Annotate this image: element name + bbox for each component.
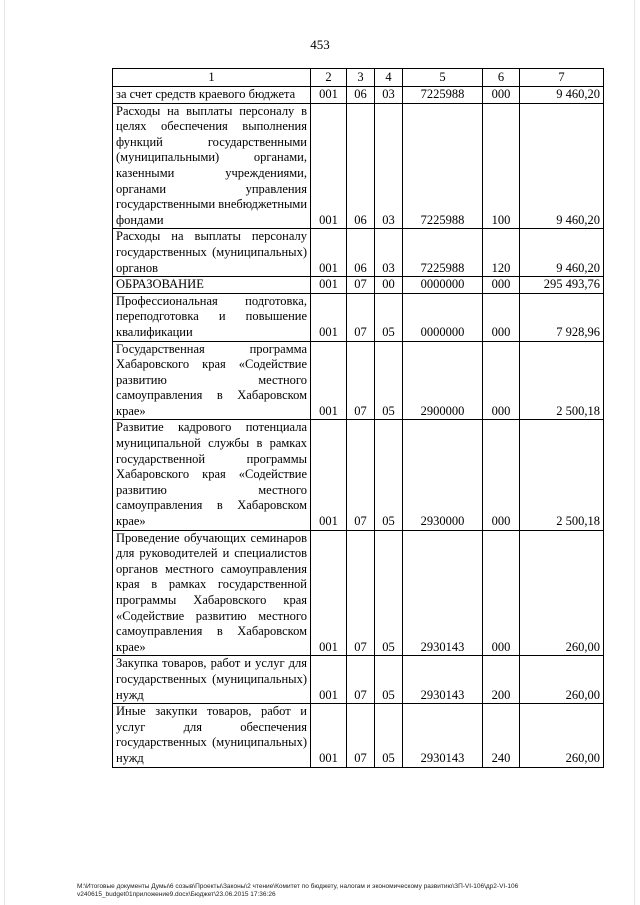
row-code-4: 03 — [375, 103, 403, 229]
page-number: 453 — [310, 37, 330, 52]
row-code-5: 2900000 — [403, 341, 483, 420]
header-col-2: 2 — [311, 69, 347, 87]
row-name: ОБРАЗОВАНИЕ — [113, 277, 311, 294]
row-code-4: 03 — [375, 229, 403, 277]
row-code-6: 000 — [483, 293, 520, 341]
header-col-5: 5 — [403, 69, 483, 87]
table-row — [113, 530, 604, 656]
header-col-3: 3 — [347, 69, 375, 87]
row-amount: 260,00 — [520, 656, 604, 704]
header-col-7: 7 — [520, 69, 604, 87]
row-amount: 7 928,96 — [520, 293, 604, 341]
row-code-2: 001 — [311, 277, 347, 294]
table-row — [113, 103, 604, 229]
row-code-2: 001 — [311, 87, 347, 104]
row-code-5: 2930143 — [403, 530, 483, 656]
table-header-row — [113, 69, 604, 87]
row-code-3: 06 — [347, 229, 375, 277]
row-name: за счет средств краевого бюджета — [113, 87, 311, 104]
row-code-6: 200 — [483, 656, 520, 704]
row-amount: 2 500,18 — [520, 341, 604, 420]
row-code-6: 120 — [483, 229, 520, 277]
row-amount: 295 493,76 — [520, 277, 604, 294]
row-code-4: 05 — [375, 293, 403, 341]
row-code-4: 05 — [375, 656, 403, 704]
row-name: Профессиональная подготовка, переподготовка и повышение квалификации — [113, 293, 311, 341]
row-code-2: 001 — [311, 530, 347, 656]
row-code-2: 001 — [311, 341, 347, 420]
row-amount: 2 500,18 — [520, 420, 604, 530]
row-code-4: 05 — [375, 341, 403, 420]
row-code-2: 001 — [311, 420, 347, 530]
row-code-6: 000 — [483, 87, 520, 104]
row-code-5: 2930000 — [403, 420, 483, 530]
row-code-6: 000 — [483, 420, 520, 530]
row-code-6: 000 — [483, 530, 520, 656]
row-code-5: 0000000 — [403, 293, 483, 341]
row-code-2: 001 — [311, 103, 347, 229]
row-code-4: 00 — [375, 277, 403, 294]
row-code-4: 05 — [375, 530, 403, 656]
row-code-3: 07 — [347, 530, 375, 656]
table-row — [113, 656, 604, 704]
table-row — [113, 704, 604, 767]
row-code-5: 7225988 — [403, 103, 483, 229]
budget-table — [112, 68, 604, 768]
table-row — [113, 277, 604, 294]
header-col-1: 1 — [113, 69, 311, 87]
row-name: Закупка товаров, работ и услуг для государственных (муниципальных) нужд — [113, 656, 311, 704]
row-code-6: 100 — [483, 103, 520, 229]
row-code-3: 07 — [347, 341, 375, 420]
row-code-3: 07 — [347, 656, 375, 704]
header-col-6: 6 — [483, 69, 520, 87]
row-code-6: 240 — [483, 704, 520, 767]
row-code-2: 001 — [311, 656, 347, 704]
row-name: Иные закупки товаров, работ и услуг для обеспечения государственных (муниципальных) нужд — [113, 704, 311, 767]
row-name: Расходы на выплаты персоналу в целях обеспечения выполнения функций государственными (муниципальными) органами, казенными учреждениями, органами управления государственными внебюджетными фондами — [113, 103, 311, 229]
row-name: Проведение обучающих семинаров для руководителей и специалистов органов местного самоуправления края в рамках государственной программы Хабаровского края «Содействие развитию местного самоуправления в Хабаровском крае» — [113, 530, 311, 656]
row-name: Развитие кадрового потенциала муниципальной службы в рамках государственной программы Хабаровского края «Содействие развитию местного самоуправления в Хабаровском крае» — [113, 420, 311, 530]
row-code-3: 07 — [347, 277, 375, 294]
row-code-3: 07 — [347, 704, 375, 767]
row-code-3: 07 — [347, 293, 375, 341]
page-edge-left — [4, 0, 5, 905]
row-code-5: 7225988 — [403, 87, 483, 104]
row-amount: 260,00 — [520, 530, 604, 656]
row-code-4: 05 — [375, 420, 403, 530]
row-code-4: 03 — [375, 87, 403, 104]
row-code-5: 2930143 — [403, 704, 483, 767]
row-amount: 9 460,20 — [520, 103, 604, 229]
row-code-2: 001 — [311, 229, 347, 277]
row-amount: 9 460,20 — [520, 87, 604, 104]
row-code-2: 001 — [311, 704, 347, 767]
table-row — [113, 420, 604, 530]
table-row — [113, 87, 604, 104]
table-row — [113, 229, 604, 277]
row-code-3: 07 — [347, 420, 375, 530]
table-row — [113, 341, 604, 420]
row-code-5: 2930143 — [403, 656, 483, 704]
table-row — [113, 293, 604, 341]
row-code-3: 06 — [347, 103, 375, 229]
row-amount: 9 460,20 — [520, 229, 604, 277]
file-path-footer: М:\Итоговые документы Думы\6 созыв\Проекты\Законы\2 чтение\Комитет по бюджету, налогам и экономическому развитию\ЗП-VI-106\др2-VI-106 v240615_budget01приложение9.docx\Бюджет\23.06.2015 17:36:26 — [77, 883, 519, 898]
row-code-5: 7225988 — [403, 229, 483, 277]
header-col-4: 4 — [375, 69, 403, 87]
row-amount: 260,00 — [520, 704, 604, 767]
row-code-2: 001 — [311, 293, 347, 341]
page-edge-right — [634, 0, 635, 905]
row-code-5: 0000000 — [403, 277, 483, 294]
row-code-3: 06 — [347, 87, 375, 104]
row-code-6: 000 — [483, 277, 520, 294]
row-code-4: 05 — [375, 704, 403, 767]
row-name: Расходы на выплаты персоналу государственных (муниципальных) органов — [113, 229, 311, 277]
row-name: Государственная программа Хабаровского края «Содействие развитию местного самоуправления в Хабаровском крае» — [113, 341, 311, 420]
row-code-6: 000 — [483, 341, 520, 420]
